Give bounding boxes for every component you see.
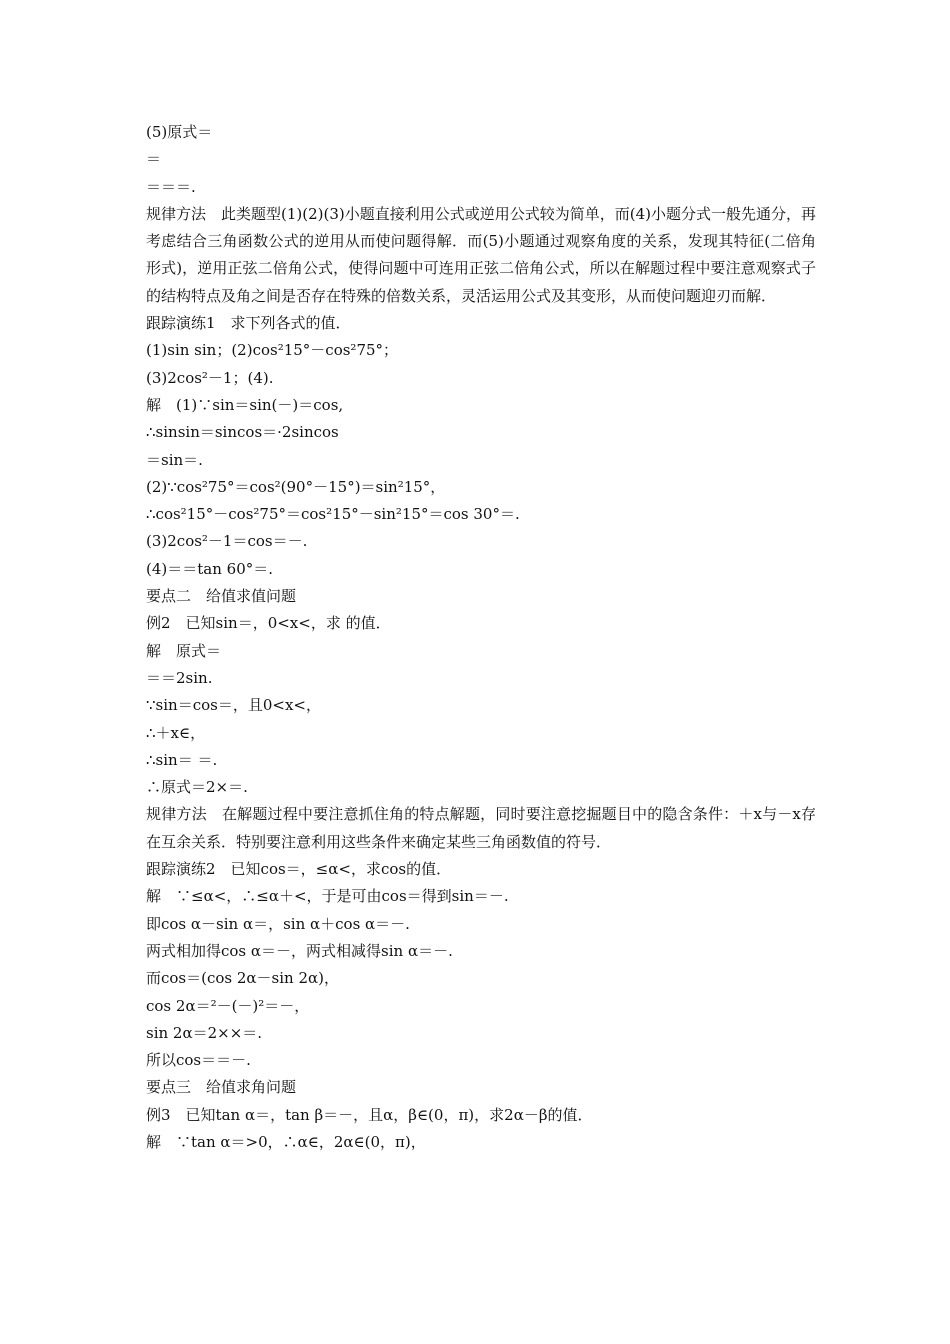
text-line: 即cos α－sin α＝，sin α＋cos α＝－. <box>146 914 410 933</box>
text-line: 解 (1)∵sin＝sin(－)＝cos, <box>146 395 344 414</box>
text-line: 解 ∵≤α<，∴≤α＋<，于是可由cos＝得到sin＝－. <box>146 887 509 906</box>
section-heading: 要点二 给值求值问题 <box>146 587 297 606</box>
text-line: 解 原式＝ <box>146 641 222 660</box>
text-line: ∴＋x∈， <box>146 723 206 742</box>
text-line: (1)sin sin；(2)cos²15°－cos²75°； <box>146 341 399 360</box>
text-line: sin 2α＝2××＝. <box>146 1023 263 1042</box>
text-line: 解 ∵tan α＝>0，∴α∈，2α∈(0，π)， <box>146 1132 426 1151</box>
text-line: (3)2cos²－1；(4). <box>146 368 274 387</box>
text-line: (5)原式＝ <box>146 123 213 141</box>
document-body <box>146 119 816 1156</box>
method-paragraph: 规律方法 在解题过程中要注意抓住角的特点解题，同时要注意挖掘题目中的隐含条件：＋x与－x存在互余关系．特别要注意利用这些条件来确定某些三角函数值的符号． <box>146 805 816 851</box>
text-line: 两式相加得cos α＝－，两式相减得sin α＝－. <box>146 941 453 960</box>
text-line: (2)∵cos²75°＝cos²(90°－15°)＝sin²15°， <box>146 477 446 496</box>
method-paragraph: 规律方法 此类题型(1)(2)(3)小题直接利用公式或逆用公式较为简单，而(4)小题分式一般先通分，再考虑结合三角函数公式的逆用从而使问题得解．而(5)小题通过观察角度的关系，发现其特征(二倍角形式)，逆用正弦二倍角公式，使得问题中可连用正弦二倍角公式，所以在解题过程中要注意观察式子的结构特点及角之间是否存在特殊的倍数关系，灵活运用公式及其变形，从而使问题迎刃而解． <box>146 204 816 305</box>
text-line: 而cos＝(cos 2α－sin 2α)， <box>146 969 340 988</box>
text-line: 所以cos＝＝－. <box>146 1051 251 1070</box>
text-line: ＝＝＝. <box>146 177 196 196</box>
text-line: ∴sin＝ ＝. <box>146 750 218 769</box>
text-line: cos 2α＝²－(－)²＝－， <box>146 996 310 1015</box>
exercise-heading: 跟踪演练1 求下列各式的值． <box>146 314 351 333</box>
exercise-heading: 跟踪演练2 已知cos＝，≤α<，求cos的值． <box>146 860 452 879</box>
text-line: ＝＝2sin. <box>146 668 213 687</box>
text-line: ＝ <box>146 150 162 169</box>
text-line: ∵sin＝cos＝，且0<x<， <box>146 696 321 715</box>
text-line: ＝sin＝. <box>146 450 203 469</box>
example-heading: 例2 已知sin＝，0<x<，求 的值． <box>146 614 391 633</box>
section-heading: 要点三 给值求角问题 <box>146 1078 297 1097</box>
text-line: ∴cos²15°－cos²75°＝cos²15°－sin²15°＝cos 30°＝. <box>146 505 520 524</box>
example-heading: 例3 已知tan α＝，tan β＝－，且α，β∈(0，π)，求2α－β的值． <box>146 1105 593 1124</box>
text-line: (3)2cos²－1＝cos＝－. <box>146 532 308 551</box>
text-line: (4)＝＝tan 60°＝. <box>146 559 274 578</box>
text-line: ∴原式＝2×＝. <box>146 778 248 797</box>
text-line: ∴sinsin＝sincos＝·2sincos <box>146 423 339 442</box>
